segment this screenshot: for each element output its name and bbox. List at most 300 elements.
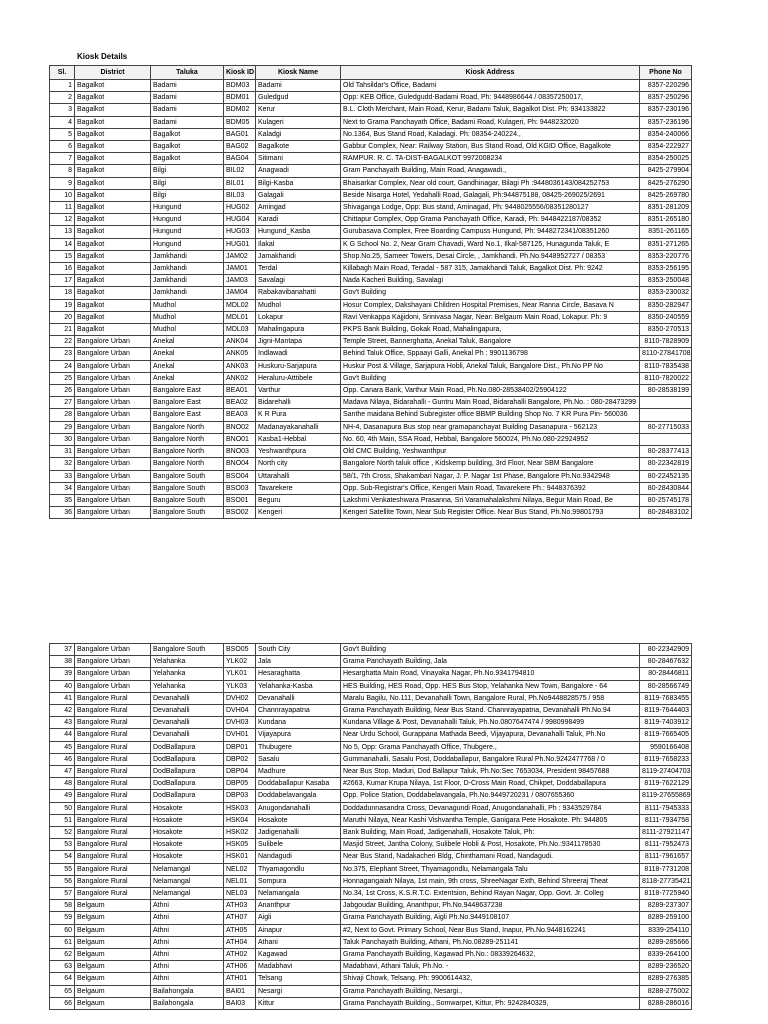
cell-kiosk-id: DBP05	[224, 778, 256, 790]
cell-kiosk-address: #2663, Kumar Krupa Nilaya, 1st Floor, D-Cross Main Road, Chikpet, Doddaballapura	[341, 778, 640, 790]
cell-sl: 4	[50, 116, 75, 128]
cell-district: Bagalkot	[75, 153, 151, 165]
cell-kiosk-id: DBP03	[224, 790, 256, 802]
cell-phone: 8339-264100	[640, 949, 692, 961]
cell-kiosk-address: Grama Panchayath Building, Jala	[341, 656, 640, 668]
cell-sl: 19	[50, 299, 75, 311]
cell-taluka: Bangalore South	[151, 482, 224, 494]
cell-kiosk-id: HUG03	[224, 226, 256, 238]
cell-sl: 28	[50, 409, 75, 421]
cell-district: Belgaum	[75, 936, 151, 948]
cell-kiosk-address: Chittapur Complex, Opp Grama Panchayath Office, Karadi, Ph: 9448422187/08352	[341, 214, 640, 226]
cell-phone: 8353-256195	[640, 263, 692, 275]
table-row	[50, 985, 692, 997]
cell-sl: 35	[50, 494, 75, 506]
cell-taluka: Devanahalli	[151, 717, 224, 729]
cell-kiosk-id: JAM03	[224, 275, 256, 287]
cell-phone: 8110-27841708	[640, 348, 692, 360]
cell-phone: 8111-7945333	[640, 802, 692, 814]
cell-kiosk-id: YLK02	[224, 656, 256, 668]
cell-taluka: Bangalore North	[151, 421, 224, 433]
cell-sl: 2	[50, 92, 75, 104]
cell-taluka: Bangalore North	[151, 458, 224, 470]
cell-kiosk-id: ATH03	[224, 900, 256, 912]
cell-sl: 38	[50, 656, 75, 668]
cell-kiosk-id: BNO04	[224, 458, 256, 470]
cell-kiosk-name: Nandagudi	[256, 851, 341, 863]
cell-phone: 8111-7961657	[640, 851, 692, 863]
cell-kiosk-name: Hungund_Kasba	[256, 226, 341, 238]
table-row	[50, 888, 692, 900]
cell-phone: 80-28430844	[640, 482, 692, 494]
cell-sl: 24	[50, 360, 75, 372]
cell-kiosk-id: BEA03	[224, 409, 256, 421]
cell-sl: 43	[50, 717, 75, 729]
cell-taluka: Jamkhandi	[151, 287, 224, 299]
cell-district: Bangalore Rural	[75, 839, 151, 851]
cell-kiosk-name: Vijayapura	[256, 729, 341, 741]
cell-sl: 44	[50, 729, 75, 741]
cell-kiosk-address: PKPS Bank Building, Gokak Road, Mahalingapura,	[341, 324, 640, 336]
cell-taluka: Athni	[151, 912, 224, 924]
cell-district: Bagalkot	[75, 287, 151, 299]
cell-district: Bagalkot	[75, 214, 151, 226]
cell-taluka: Bilgi	[151, 177, 224, 189]
cell-phone: 8354-222927	[640, 141, 692, 153]
cell-phone: 8119-7622129	[640, 778, 692, 790]
cell-phone: 80-25745178	[640, 494, 692, 506]
cell-kiosk-name: Rabakavibanahatti	[256, 287, 341, 299]
cell-taluka: Bangalore South	[151, 644, 224, 656]
cell-kiosk-id: DBP02	[224, 753, 256, 765]
kiosk-table-top	[49, 65, 692, 519]
column-header-kiosk-name: Kiosk Name	[256, 66, 341, 80]
cell-kiosk-name: Yeshwanthpura	[256, 446, 341, 458]
cell-taluka: Bangalore East	[151, 409, 224, 421]
cell-sl: 54	[50, 851, 75, 863]
cell-sl: 9	[50, 177, 75, 189]
cell-phone: 8350-240559	[640, 311, 692, 323]
cell-sl: 53	[50, 839, 75, 851]
cell-phone: 8351-271265	[640, 238, 692, 250]
cell-kiosk-address: B.L. Cloth Merchant, Main Road, Kerur, Badami Taluk, Bagalkot Dist. Ph: 934133822	[341, 104, 640, 116]
cell-kiosk-name: Kulageri	[256, 116, 341, 128]
cell-kiosk-name: Amingad	[256, 202, 341, 214]
cell-kiosk-id: NEL02	[224, 863, 256, 875]
cell-kiosk-address: Bhaisarkar Complex, Near old court, Gandhinagar, Bilagi Ph :9448036143/084252753	[341, 177, 640, 189]
cell-district: Bangalore Urban	[75, 433, 151, 445]
cell-kiosk-id: BIL03	[224, 189, 256, 201]
cell-kiosk-id: JAM04	[224, 287, 256, 299]
cell-taluka: Bailahongala	[151, 997, 224, 1009]
cell-sl: 50	[50, 802, 75, 814]
cell-district: Bagalkot	[75, 165, 151, 177]
cell-kiosk-name: Kengeri	[256, 507, 341, 519]
table-row	[50, 141, 692, 153]
cell-district: Bangalore Urban	[75, 494, 151, 506]
cell-kiosk-address: Old Tahsildar's Office, Badami	[341, 80, 640, 92]
table-row	[50, 470, 692, 482]
cell-taluka: DodBallapura	[151, 741, 224, 753]
cell-kiosk-id: HSK02	[224, 827, 256, 839]
cell-phone: 8353-250048	[640, 275, 692, 287]
cell-kiosk-id: BSO05	[224, 644, 256, 656]
cell-kiosk-name: Terdal	[256, 263, 341, 275]
cell-kiosk-address: Ravi Venkappa Kajjidoni, Srinivasa Nagar, Near: Belgaum Main Road, Lokapur. Ph: 9	[341, 311, 640, 323]
cell-taluka: Hosakote	[151, 814, 224, 826]
cell-kiosk-name: Sompura	[256, 875, 341, 887]
cell-sl: 8	[50, 165, 75, 177]
cell-kiosk-name: Sasalu	[256, 753, 341, 765]
cell-phone: 80-28483102	[640, 507, 692, 519]
column-header-kiosk-address: Kiosk Address	[341, 66, 640, 80]
table-row	[50, 973, 692, 985]
cell-kiosk-address: Killabagh Main Road, Teradal - 587 315, Jamakhandi Taluk, Bagalkot Dist. Ph: 9242	[341, 263, 640, 275]
cell-taluka: Athni	[151, 973, 224, 985]
cell-taluka: Bangalore East	[151, 385, 224, 397]
table-row	[50, 802, 692, 814]
cell-kiosk-name: Bidarehalli	[256, 397, 341, 409]
cell-taluka: Hosakote	[151, 802, 224, 814]
cell-phone	[640, 433, 692, 445]
table-row	[50, 189, 692, 201]
cell-sl: 32	[50, 458, 75, 470]
cell-district: Bangalore Rural	[75, 863, 151, 875]
cell-district: Bangalore Rural	[75, 851, 151, 863]
table-body-bottom	[50, 644, 692, 1010]
cell-kiosk-address: Old CMC Building, Yeshwanthpur	[341, 446, 640, 458]
table-row	[50, 692, 692, 704]
cell-kiosk-id: BIL01	[224, 177, 256, 189]
cell-district: Belgaum	[75, 900, 151, 912]
cell-phone: 8119-27404703	[640, 766, 692, 778]
table-row	[50, 80, 692, 92]
cell-phone: 8351-261165	[640, 226, 692, 238]
cell-taluka: Hungund	[151, 238, 224, 250]
table-row	[50, 680, 692, 692]
cell-sl: 37	[50, 644, 75, 656]
cell-taluka: Yelahanka	[151, 656, 224, 668]
cell-kiosk-id: BNO01	[224, 433, 256, 445]
cell-kiosk-address: Grama Panchayath Building, Aigli Ph.No.9449108107	[341, 912, 640, 924]
cell-taluka: Bagalkot	[151, 141, 224, 153]
cell-district: Belgaum	[75, 985, 151, 997]
cell-kiosk-address: Madabhavi, Athani Taluk, Ph.No. -	[341, 961, 640, 973]
cell-kiosk-address: Shivaji Chowk, Telsang. Ph: 9900614432,	[341, 973, 640, 985]
cell-district: Bangalore Rural	[75, 729, 151, 741]
table-row	[50, 202, 692, 214]
cell-phone: 8119-7683455	[640, 692, 692, 704]
cell-kiosk-address: Maralu Bagilu, No.111, Devanahalli Town, Bangalore Rural, Ph.No9448828575 / 958	[341, 692, 640, 704]
cell-district: Bagalkot	[75, 104, 151, 116]
cell-kiosk-name: Jala	[256, 656, 341, 668]
cell-district: Bangalore Urban	[75, 482, 151, 494]
cell-taluka: Bangalore North	[151, 433, 224, 445]
cell-kiosk-address: Grama Panchayath Building, Near Bus Stand. Channrayapatna, Devanahalli Ph.No.94	[341, 705, 640, 717]
cell-sl: 51	[50, 814, 75, 826]
cell-sl: 34	[50, 482, 75, 494]
cell-sl: 62	[50, 949, 75, 961]
cell-sl: 16	[50, 263, 75, 275]
cell-kiosk-name: Galagali	[256, 189, 341, 201]
table-row	[50, 717, 692, 729]
table-row	[50, 360, 692, 372]
cell-kiosk-id: BDM01	[224, 92, 256, 104]
cell-kiosk-name: Doddaballapur Kasaba	[256, 778, 341, 790]
cell-kiosk-id: DVH02	[224, 692, 256, 704]
cell-kiosk-address: Near Bus Stand, Nadakacheri Bldg, Chinthamani Road, Nandagudi.	[341, 851, 640, 863]
table-row	[50, 336, 692, 348]
cell-sl: 31	[50, 446, 75, 458]
cell-kiosk-name: Jamakhandi	[256, 250, 341, 262]
table-row	[50, 507, 692, 519]
cell-kiosk-address: Kengeri Satellite Town, Near Sub Register Office. Near Bus Stand, Ph.No.99801793	[341, 507, 640, 519]
cell-taluka: Bangalore South	[151, 494, 224, 506]
cell-kiosk-address: Gov't Building	[341, 372, 640, 384]
cell-taluka: Hosakote	[151, 827, 224, 839]
cell-kiosk-name: Kerur	[256, 104, 341, 116]
cell-phone: 9590166408	[640, 741, 692, 753]
cell-kiosk-name: Tavarekere	[256, 482, 341, 494]
cell-phone: 8118-27735421	[640, 875, 692, 887]
cell-kiosk-id: BAI03	[224, 997, 256, 1009]
cell-taluka: DodBallapura	[151, 790, 224, 802]
cell-kiosk-name: Athani	[256, 936, 341, 948]
cell-sl: 63	[50, 961, 75, 973]
cell-phone: 8425-269780	[640, 189, 692, 201]
table-row	[50, 814, 692, 826]
cell-phone: 8289-237307	[640, 900, 692, 912]
cell-taluka: Devanahalli	[151, 692, 224, 704]
cell-phone: 8119-7665405	[640, 729, 692, 741]
cell-kiosk-id: HSK05	[224, 839, 256, 851]
cell-kiosk-address: Shivaganga Lodge, Opp: Bus stand, Aminagad, Ph: 9448025556/08351280127	[341, 202, 640, 214]
table-row	[50, 839, 692, 851]
cell-kiosk-address: Shop.No.25, Sameer Towers, Desai Circle, , Jamkhandi. Ph.No.9448952727 / 08353	[341, 250, 640, 262]
cell-sl: 55	[50, 863, 75, 875]
table-row	[50, 936, 692, 948]
cell-district: Bangalore Urban	[75, 680, 151, 692]
table-row	[50, 311, 692, 323]
cell-taluka: Hungund	[151, 202, 224, 214]
cell-kiosk-id: MDL02	[224, 299, 256, 311]
cell-kiosk-name: Yelahanka-Kasba	[256, 680, 341, 692]
cell-taluka: Bagalkot	[151, 128, 224, 140]
table-row	[50, 385, 692, 397]
cell-sl: 27	[50, 397, 75, 409]
cell-phone: 8357-250296	[640, 92, 692, 104]
cell-taluka: Devanahalli	[151, 705, 224, 717]
cell-phone: 80-22342819	[640, 458, 692, 470]
cell-kiosk-address: Jabgoudar Building, Ananthpur, Ph.No.9448637238	[341, 900, 640, 912]
cell-kiosk-name: Kundana	[256, 717, 341, 729]
table-row	[50, 433, 692, 445]
cell-kiosk-address: Masjid Street, Jantha Colony, Sulibele Hobli & Post, Hosakote, Ph.No.:9341178530	[341, 839, 640, 851]
cell-kiosk-id: HUG04	[224, 214, 256, 226]
cell-sl: 39	[50, 668, 75, 680]
cell-phone: 80-28566749	[640, 680, 692, 692]
cell-taluka: Athni	[151, 900, 224, 912]
cell-district: Bagalkot	[75, 311, 151, 323]
table-body-top	[50, 80, 692, 519]
table-row	[50, 177, 692, 189]
cell-sl: 45	[50, 741, 75, 753]
cell-sl: 66	[50, 997, 75, 1009]
cell-kiosk-name: Karadi	[256, 214, 341, 226]
cell-kiosk-name: Thyamagondlu	[256, 863, 341, 875]
cell-kiosk-name: South City	[256, 644, 341, 656]
cell-taluka: Nelamangal	[151, 875, 224, 887]
cell-kiosk-name: Anagwadi	[256, 165, 341, 177]
cell-phone: 8351-281209	[640, 202, 692, 214]
cell-phone: 8119-7658233	[640, 753, 692, 765]
cell-phone: 80-28446811	[640, 668, 692, 680]
cell-kiosk-id: BSO01	[224, 494, 256, 506]
cell-kiosk-address: Hesarghatta Main Road, Vinayaka Nagar, Ph.No.9341794810	[341, 668, 640, 680]
cell-kiosk-id: BEA01	[224, 385, 256, 397]
cell-kiosk-name: Heraluru-Atttibele	[256, 372, 341, 384]
cell-kiosk-address: Gummanahalli, Sasalu Post, Doddaballapur, Bangalore Rural Ph.No.9242477768 / 0	[341, 753, 640, 765]
cell-sl: 23	[50, 348, 75, 360]
table-row	[50, 961, 692, 973]
cell-kiosk-id: BEA02	[224, 397, 256, 409]
cell-kiosk-address: Beside Nisarga Hotel, Yedahalli Road, Galagali, Ph:944875188, 08425-269025/2691	[341, 189, 640, 201]
cell-sl: 11	[50, 202, 75, 214]
cell-sl: 21	[50, 324, 75, 336]
cell-taluka: Bagalkot	[151, 153, 224, 165]
cell-phone: 8357-236196	[640, 116, 692, 128]
cell-sl: 33	[50, 470, 75, 482]
cell-phone: 8118-7731208	[640, 863, 692, 875]
cell-kiosk-id: BAG04	[224, 153, 256, 165]
cell-district: Bagalkot	[75, 92, 151, 104]
table-row	[50, 997, 692, 1009]
cell-sl: 59	[50, 912, 75, 924]
cell-district: Belgaum	[75, 924, 151, 936]
cell-taluka: Anekal	[151, 372, 224, 384]
cell-kiosk-name: Ananthpur	[256, 900, 341, 912]
cell-district: Bagalkot	[75, 226, 151, 238]
table-row	[50, 116, 692, 128]
cell-taluka: Anekal	[151, 336, 224, 348]
table-row	[50, 421, 692, 433]
cell-kiosk-address: Nada Kacheri Building, Savalagi	[341, 275, 640, 287]
cell-phone: 80-22452135	[640, 470, 692, 482]
cell-kiosk-name: Mahalingapura	[256, 324, 341, 336]
cell-kiosk-name: Uttarahalli	[256, 470, 341, 482]
cell-kiosk-name: Bilgi-Kasba	[256, 177, 341, 189]
cell-kiosk-address: Doddadunnasandra Cross, Devanagundi Road, Anugondanahalli, Ph : 9343529784	[341, 802, 640, 814]
cell-kiosk-id: ANK05	[224, 348, 256, 360]
cell-district: Bangalore Urban	[75, 458, 151, 470]
cell-district: Bangalore Rural	[75, 790, 151, 802]
cell-district: Belgaum	[75, 912, 151, 924]
cell-kiosk-address: Opp. Canara Bank, Varthur Main Road, Ph.No.080-28538402/25904122	[341, 385, 640, 397]
cell-taluka: Bangalore South	[151, 470, 224, 482]
table-row	[50, 900, 692, 912]
cell-sl: 10	[50, 189, 75, 201]
cell-district: Bangalore Urban	[75, 360, 151, 372]
cell-district: Bangalore Urban	[75, 644, 151, 656]
cell-sl: 56	[50, 875, 75, 887]
table-header-row	[50, 66, 692, 80]
cell-kiosk-address: Honnagangaiah Nilaya, 1st main, 9th cross, ShreeNagar Exth, Behind Shreeraj Theat	[341, 875, 640, 887]
cell-kiosk-name: Mudhol	[256, 299, 341, 311]
cell-taluka: Bilgi	[151, 189, 224, 201]
table-row	[50, 128, 692, 140]
cell-kiosk-id: ATH07	[224, 912, 256, 924]
cell-phone: 8118-7725940	[640, 888, 692, 900]
cell-phone: 8110-7828909	[640, 336, 692, 348]
cell-kiosk-address: Gov't Building	[341, 644, 640, 656]
cell-sl: 60	[50, 924, 75, 936]
cell-district: Bagalkot	[75, 299, 151, 311]
cell-sl: 15	[50, 250, 75, 262]
cell-taluka: Nelamangal	[151, 888, 224, 900]
cell-kiosk-name: Lokapur	[256, 311, 341, 323]
cell-phone: 8111-7934758	[640, 814, 692, 826]
cell-kiosk-name: Kittur	[256, 997, 341, 1009]
cell-kiosk-id: HSK01	[224, 851, 256, 863]
cell-district: Bangalore Rural	[75, 717, 151, 729]
cell-kiosk-address: Kundana Village & Post, Devanahalli Taluk, Ph.No.0807647474 / 9980998499	[341, 717, 640, 729]
column-header-district: District	[75, 66, 151, 80]
cell-taluka: Bangalore South	[151, 507, 224, 519]
cell-kiosk-name: Bagalkote	[256, 141, 341, 153]
cell-sl: 6	[50, 141, 75, 153]
cell-district: Bangalore Rural	[75, 888, 151, 900]
table-row	[50, 263, 692, 275]
cell-sl: 40	[50, 680, 75, 692]
table-row	[50, 226, 692, 238]
cell-kiosk-id: ATH02	[224, 949, 256, 961]
cell-sl: 20	[50, 311, 75, 323]
cell-district: Bagalkot	[75, 250, 151, 262]
column-header-taluka: Taluka	[151, 66, 224, 80]
cell-taluka: Anekal	[151, 360, 224, 372]
cell-kiosk-address: RAMPUR. R. C. TA-DIST-BAGALKOT 9972008234	[341, 153, 640, 165]
cell-kiosk-name: Doddabelavangala	[256, 790, 341, 802]
cell-kiosk-address: No.375, Elephant Street, Thyamagondlu, Nelamangala Talu	[341, 863, 640, 875]
table-row	[50, 372, 692, 384]
cell-sl: 7	[50, 153, 75, 165]
cell-phone: 8289-285666	[640, 936, 692, 948]
cell-district: Bagalkot	[75, 275, 151, 287]
cell-kiosk-address: HES Building, HES Road, Opp. HES Bus Stop, Yelahanka New Town, Bangalore - 64	[341, 680, 640, 692]
table-row	[50, 851, 692, 863]
cell-kiosk-address: Gov't Building	[341, 287, 640, 299]
cell-kiosk-name: Nesargi	[256, 985, 341, 997]
cell-district: Bangalore Rural	[75, 753, 151, 765]
cell-kiosk-address: Bangalore North taluk office , Kidskemp building, 3rd Floor, Near SBM Bangalore	[341, 458, 640, 470]
cell-district: Bangalore Urban	[75, 668, 151, 680]
cell-kiosk-address: No.34, 1st Cross, K.S.R.T.C. Extentsion, Behind Rayan Nagar, Opp. Govt. Jr. Colleg	[341, 888, 640, 900]
cell-phone	[640, 397, 692, 409]
cell-kiosk-address: Opp. Sub-Registrar's Office, Kengeri Main Road, Tavarekere Ph.: 9448376392	[341, 482, 640, 494]
table-row	[50, 827, 692, 839]
cell-kiosk-name: K R Pura	[256, 409, 341, 421]
cell-kiosk-address: Opp: KEB Office, Guledgudd-Badami Road, Ph: 9448986644 / 08357250017,	[341, 92, 640, 104]
cell-phone: 80-27715033	[640, 421, 692, 433]
cell-kiosk-address: Near Bus Stop. Maduri, Dod Ballapur Taluk, Ph.No:Sec 7653034, President 98457688	[341, 766, 640, 778]
table-row	[50, 153, 692, 165]
cell-taluka: Hungund	[151, 214, 224, 226]
cell-kiosk-id: ATH05	[224, 924, 256, 936]
cell-sl: 30	[50, 433, 75, 445]
table-row	[50, 766, 692, 778]
cell-kiosk-name: Madabhavi	[256, 961, 341, 973]
cell-phone: 8350-270513	[640, 324, 692, 336]
